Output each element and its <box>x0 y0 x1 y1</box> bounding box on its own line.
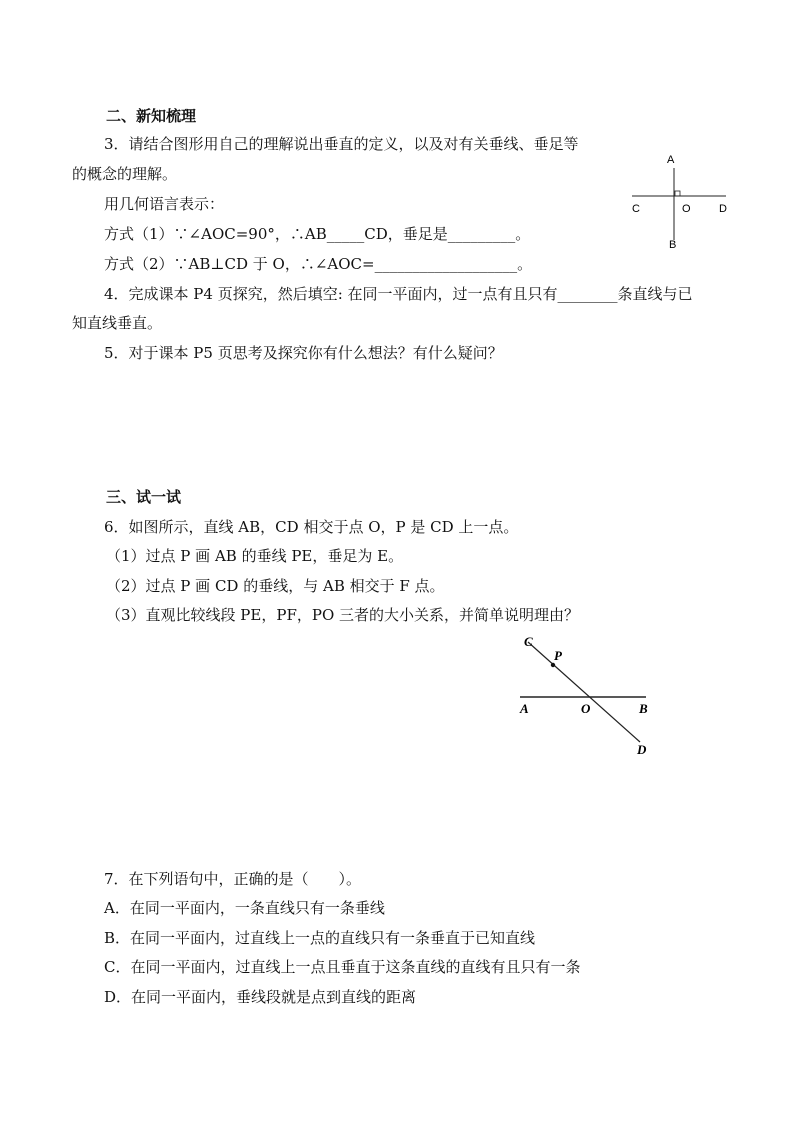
label-b: B <box>639 701 648 716</box>
q6-line: 6．如图所示，直线 AB，CD 相交于点 O，P 是 CD 上一点。 <box>104 518 519 536</box>
label-o: O <box>581 701 591 716</box>
label-d: D <box>719 203 727 215</box>
q4-line2: 知直线垂直。 <box>72 314 163 332</box>
section-heading-2: 二、新知梳理 <box>106 107 197 125</box>
q3-line1: 3．请结合图形用自己的理解说出垂直的定义，以及对有关垂线、垂足等 <box>104 135 579 153</box>
right-angle-mark <box>675 191 680 196</box>
q3-method1: 方式（1）∵∠AOC=90°，∴AB_____CD，垂足是_________。 <box>104 225 531 243</box>
label-b: B <box>669 239 677 251</box>
point-p <box>551 663 555 667</box>
q4-line1: 4．完成课本 P4 页探究，然后填空: 在同一平面内，过一点有且只有________条直线与已 <box>104 285 693 303</box>
q7-option-b: B．在同一平面内，过直线上一点的直线只有一条垂直于已知直线 <box>104 929 536 947</box>
q5-line: 5．对于课本 P5 页思考及探究你有什么想法？有什么疑问？ <box>104 344 503 362</box>
q3-line3: 用几何语言表示： <box>104 195 225 213</box>
label-a: A <box>520 701 529 716</box>
q7-option-c: C．在同一平面内，过直线上一点且垂直于这条直线的直线有且只有一条 <box>104 958 581 976</box>
q7-stem: 7．在下列语句中，正确的是（ ）。 <box>104 870 362 888</box>
label-a: A <box>667 154 675 166</box>
label-p: P <box>554 648 562 663</box>
line-cd <box>528 642 640 742</box>
label-d: D <box>637 742 647 757</box>
q3-line2: 的概念的理解。 <box>72 165 178 183</box>
q6-part1: （1）过点 P 画 AB 的垂线 PE，垂足为 E。 <box>106 547 404 565</box>
section-heading-3: 三、试一试 <box>106 488 182 506</box>
perpendicular-figure <box>620 148 740 256</box>
q7-option-d: D．在同一平面内，垂线段就是点到直线的距离 <box>104 988 417 1006</box>
q7-option-a: A．在同一平面内，一条直线只有一条垂线 <box>104 899 385 917</box>
label-c: C <box>524 634 533 649</box>
q6-part3: （3）直观比较线段 PE，PF，PO 三者的大小关系，并简单说明理由？ <box>106 606 580 624</box>
label-o: O <box>682 203 691 215</box>
intersecting-lines-figure <box>510 630 670 762</box>
q3-method2: 方式（2）∵AB⊥CD 于 O，∴∠AOC=___________________。 <box>104 255 533 273</box>
q6-part2: （2）过点 P 画 CD 的垂线，与 AB 相交于 F 点。 <box>106 577 445 595</box>
label-c: C <box>632 203 640 215</box>
